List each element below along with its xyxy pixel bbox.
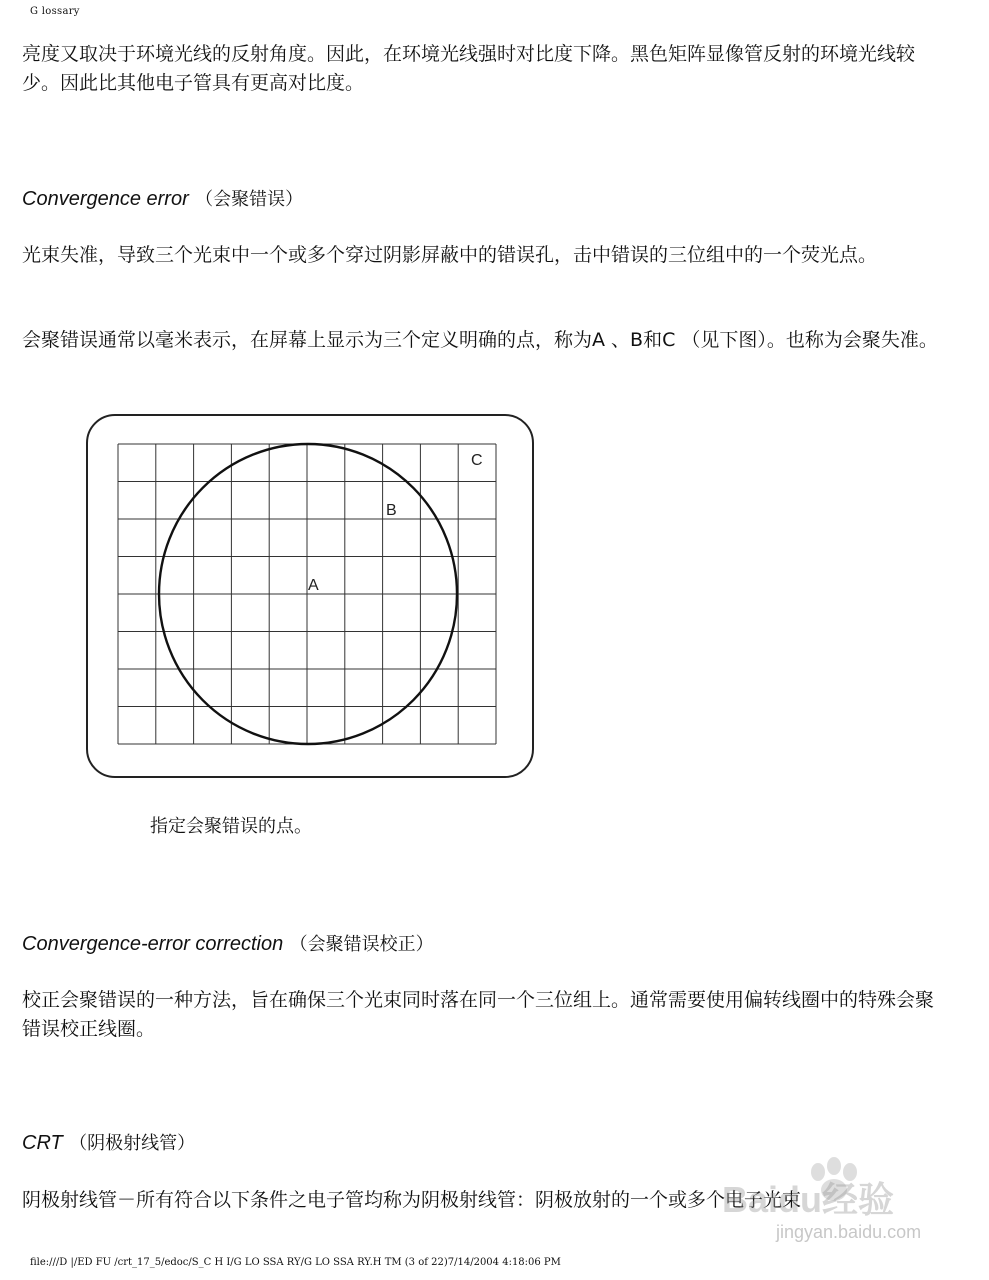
convergence-error-gloss: （会聚错误） [195, 189, 304, 210]
convergence-error-diagram [84, 412, 536, 780]
convergence-error-detail: 会聚错误通常以毫米表示，在屏幕上显示为三个定义明确的点，称为A 、B和C （见下图）。也称为会聚失准。 [22, 329, 938, 351]
page-footer: file:///D |/ED FU /crt_17_5/edoc/S_C H I/G LO SSA RY/G LO SSA RY.H TM (3 of 22)7/14/2004 4:18:06 PM [30, 1257, 561, 1268]
correction-term: Convergence-error correction [22, 933, 284, 955]
point-b-label: B [386, 502, 397, 519]
screen-frame [87, 415, 533, 777]
convergence-error-term: Convergence error [22, 188, 189, 210]
correction-definition: 校正会聚错误的一种方法，旨在确保三个光束同时落在同一个三位组上。通常需要使用偏转线圈中的特殊会聚错误校正线圈。 [22, 989, 935, 1040]
watermark-url: jingyan.baidu.com [776, 1222, 922, 1242]
convergence-error-definition: 光束失准，导致三个光束中一个或多个穿过阴影屏蔽中的错误孔，击中错误的三位组中的一个荧光点。 [22, 244, 878, 266]
intro-paragraph: 亮度又取决于环境光线的反射角度。因此，在环境光线强时对比度下降。黑色矩阵显像管反射的环境光线较少。因此比其他电子管具有更高对比度。 [22, 43, 916, 94]
crt-definition: 阴极射线管－所有符合以下条件之电子管均称为阴极射线管：阴极放射的一个或多个电子光束 [22, 1189, 802, 1211]
watermark-brand: Baidu经验 [722, 1179, 895, 1220]
baidu-watermark [718, 1150, 968, 1245]
correction-gloss: （会聚错误校正） [289, 934, 434, 955]
page-header: G lossary [30, 6, 80, 17]
convergence-error-correction-heading [22, 929, 434, 959]
convergence-error-heading [22, 184, 303, 214]
crt-heading [22, 1128, 195, 1158]
point-a-label: A [308, 577, 319, 594]
diagram-caption: 指定会聚错误的点。 [150, 816, 312, 837]
point-c-label: C [471, 452, 483, 469]
grid [118, 444, 496, 744]
crt-term: CRT [22, 1132, 63, 1154]
crt-gloss: （阴极射线管） [69, 1133, 196, 1154]
